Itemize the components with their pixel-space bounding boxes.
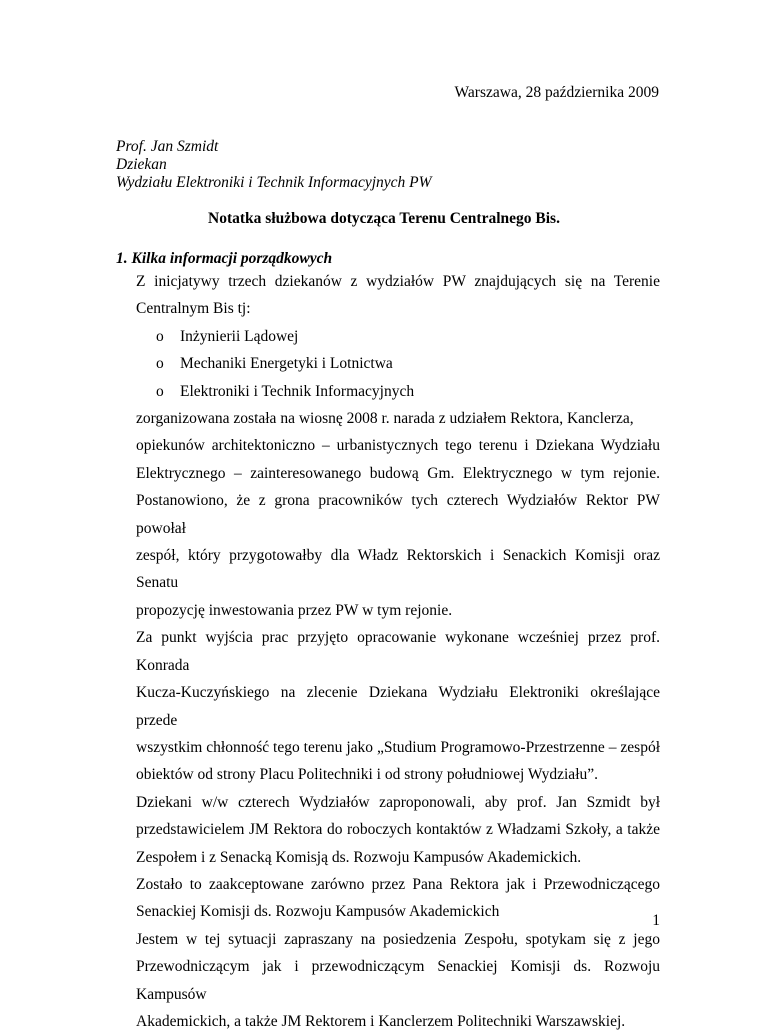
text-line: Zostało to zaakceptowane zarówno przez Pana Rektora jak i Przewodniczącego (136, 875, 660, 893)
text-line: Jestem w tej sytuacji zapraszany na posiedzenia Zespołu, spotykam się z jego (136, 930, 660, 948)
paragraph (136, 926, 660, 1035)
text-line: Za punkt wyjścia prac przyjęto opracowanie wykonane wcześniej przez prof. Konrada (136, 629, 660, 674)
document-title: Notatka służbowa dotycząca Terenu Centralnego Bis. (208, 210, 560, 227)
text-line: Akademickich, a także JM Rektorem i Kanclerzem Politechniki Warszawskiej. (136, 1012, 626, 1030)
text-line: zespół, który przygotowałby dla Władz Rektorskich i Senackich Komisji oraz Senatu (136, 547, 660, 592)
text-line: Z inicjatywy trzech dziekanów z wydziałów PW znajdujących się na Terenie (136, 273, 660, 290)
text-line: Zespołem i z Senacką Komisją ds. Rozwoju Kampusów Akademickich. (136, 848, 582, 866)
text-line: zorganizowana została na wiosnę 2008 r. narada z udziałem Rektora, Kanclerza, (136, 410, 634, 428)
text-line: Centralnym Bis tj: (136, 300, 251, 318)
list-item (136, 350, 660, 377)
text-line: Dziekani w/w czterech Wydziałów zaproponowali, aby prof. Jan Szmidt był (136, 793, 660, 811)
text-line: obiektów od strony Placu Politechniki i od strony południowej Wydziału”. (136, 766, 599, 784)
sender-block (116, 138, 432, 192)
intro-paragraph (136, 268, 660, 323)
text-line: propozycję inwestowania przez PW w tym rejonie. (136, 601, 453, 619)
text-line: przedstawicielem JM Rektora do roboczych kontaktów z Władzami Szkoły, a także (136, 821, 660, 839)
faculty-list (136, 323, 660, 405)
sender-name: Prof. Jan Szmidt (116, 138, 219, 155)
text-line: Kucza-Kuczyńskiego na zlecenie Dziekana Wydziału Elektroniki określające przede (136, 684, 660, 729)
text-line: Przewodniczącym jak i przewodniczącym Senackiej Komisji ds. Rozwoju Kampusów (136, 958, 660, 1003)
list-item-label: Elektroniki i Technik Informacyjnych (180, 382, 415, 400)
paragraph (136, 789, 660, 871)
paragraph (136, 405, 660, 624)
text-line: opiekunów architektoniczno – urbanistycznych tego terenu i Dziekana Wydziału (136, 437, 660, 455)
text-line: Senackiej Komisji ds. Rozwoju Kampusów Akademickich (136, 903, 500, 921)
paragraph (136, 871, 660, 926)
text-line: wszystkim chłonność tego terenu jako „Studium Programowo-Przestrzenne – zespół (136, 738, 660, 756)
text-line: Elektrycznego – zainteresowanego budową Gm. Elektrycznego w tym rejonie. (136, 464, 660, 482)
bullet-icon: o (156, 382, 164, 400)
text-line: Postanowiono, że z grona pracowników tych czterech Wydziałów Rektor PW powołał (136, 492, 660, 537)
list-item-label: Inżynierii Lądowej (180, 327, 299, 345)
sender-position: Dziekan (116, 156, 167, 173)
paragraph (136, 624, 660, 788)
list-item-label: Mechaniki Energetyki i Lotnictwa (180, 355, 393, 373)
list-item (136, 378, 660, 405)
bullet-icon: o (156, 355, 164, 373)
section-heading: 1. Kilka informacji porządkowych (116, 250, 333, 267)
sender-faculty: Wydziału Elektroniki i Technik Informacyjnych PW (116, 174, 432, 191)
document-date: Warszawa, 28 października 2009 (454, 84, 659, 101)
page-number: 1 (652, 912, 660, 929)
bullet-icon: o (156, 327, 164, 345)
section-body (136, 268, 660, 1035)
list-item (136, 323, 660, 350)
